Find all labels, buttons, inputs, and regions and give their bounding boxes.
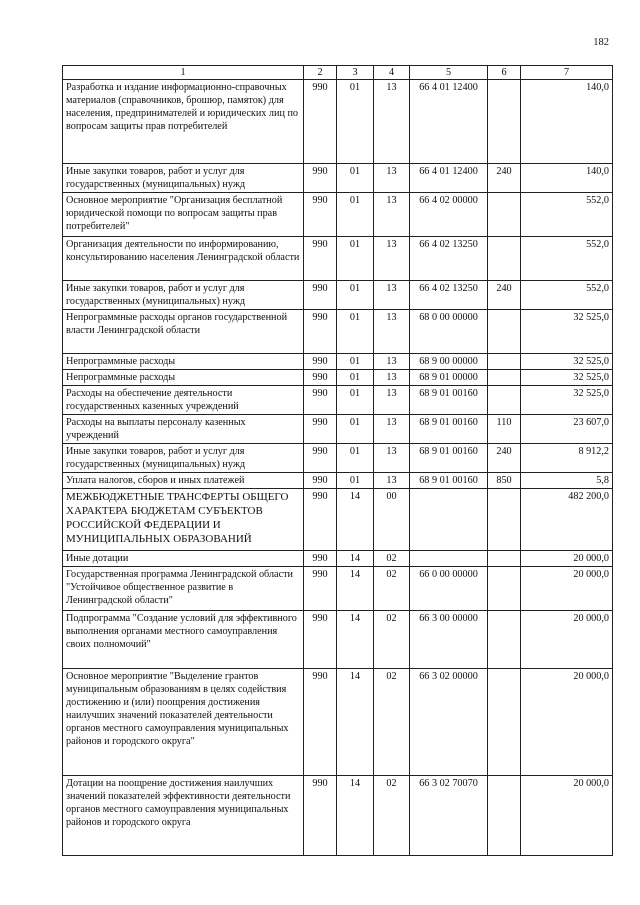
table-row	[63, 354, 613, 370]
row-expense-type	[488, 370, 521, 386]
row-section: 01	[337, 444, 374, 473]
table-row	[63, 370, 613, 386]
row-target-code: 66 4 02 13250	[410, 281, 488, 310]
row-amount: 32 525,0	[521, 354, 613, 370]
row-amount: 8 912,2	[521, 444, 613, 473]
row-target-code: 68 9 01 00160	[410, 444, 488, 473]
row-amount: 20 000,0	[521, 611, 613, 669]
row-subsection: 13	[374, 370, 410, 386]
row-subsection: 13	[374, 80, 410, 164]
row-section: 01	[337, 281, 374, 310]
row-name: Государственная программа Ленинградской области "Устойчивое общественное развитие в Ленинградской области"	[63, 567, 304, 611]
row-expense-type	[488, 489, 521, 551]
row-section: 01	[337, 354, 374, 370]
row-amount: 20 000,0	[521, 669, 613, 776]
row-name: Непрограммные расходы	[63, 354, 304, 370]
row-subsection: 02	[374, 551, 410, 567]
row-section: 14	[337, 669, 374, 776]
row-expense-type	[488, 193, 521, 237]
row-expense-type: 240	[488, 164, 521, 193]
row-section: 01	[337, 473, 374, 489]
row-target-code: 66 0 00 00000	[410, 567, 488, 611]
row-admin-code: 990	[304, 237, 337, 281]
row-target-code: 68 9 00 00000	[410, 354, 488, 370]
row-name: Дотации на поощрение достижения наилучших значений показателей эффективности деятельности органов местного самоуправления муниципальных районов и городского округа	[63, 776, 304, 856]
header-col-5: 5	[410, 66, 488, 80]
row-admin-code: 990	[304, 193, 337, 237]
header-col-3: 3	[337, 66, 374, 80]
table-row	[63, 776, 613, 856]
page-number: 182	[593, 37, 609, 48]
row-name: Иные закупки товаров, работ и услуг для государственных (муниципальных) нужд	[63, 164, 304, 193]
table-row	[63, 386, 613, 415]
row-admin-code: 990	[304, 444, 337, 473]
row-subsection: 13	[374, 164, 410, 193]
row-target-code: 66 3 02 70070	[410, 776, 488, 856]
row-section: 01	[337, 415, 374, 444]
row-expense-type: 110	[488, 415, 521, 444]
row-amount: 482 200,0	[521, 489, 613, 551]
row-name: Расходы на обеспечение деятельности государственных казенных учреждений	[63, 386, 304, 415]
row-amount: 20 000,0	[521, 567, 613, 611]
row-name: Основное мероприятие "Организация бесплатной юридической помощи по вопросам защиты прав потребителей"	[63, 193, 304, 237]
row-expense-type	[488, 80, 521, 164]
row-admin-code: 990	[304, 551, 337, 567]
row-expense-type	[488, 310, 521, 354]
row-section: 01	[337, 237, 374, 281]
header-col-6: 6	[488, 66, 521, 80]
row-name: Уплата налогов, сборов и иных платежей	[63, 473, 304, 489]
row-admin-code: 990	[304, 611, 337, 669]
row-target-code: 66 4 02 00000	[410, 193, 488, 237]
row-admin-code: 990	[304, 386, 337, 415]
row-amount: 32 525,0	[521, 310, 613, 354]
row-expense-type: 240	[488, 281, 521, 310]
table-row	[63, 80, 613, 164]
table-row	[63, 193, 613, 237]
table-row	[63, 310, 613, 354]
row-target-code: 66 3 00 00000	[410, 611, 488, 669]
header-col-2: 2	[304, 66, 337, 80]
row-admin-code: 990	[304, 80, 337, 164]
table-row	[63, 281, 613, 310]
row-section: 14	[337, 776, 374, 856]
row-expense-type: 240	[488, 444, 521, 473]
row-expense-type	[488, 237, 521, 281]
row-name: Организация деятельности по информированию, консультированию населения Ленинградской области	[63, 237, 304, 281]
row-amount: 552,0	[521, 281, 613, 310]
table-row	[63, 415, 613, 444]
row-section: 01	[337, 193, 374, 237]
header-col-7: 7	[521, 66, 613, 80]
row-admin-code: 990	[304, 567, 337, 611]
row-admin-code: 990	[304, 164, 337, 193]
row-subsection: 13	[374, 444, 410, 473]
row-admin-code: 990	[304, 310, 337, 354]
row-name: Непрограммные расходы	[63, 370, 304, 386]
row-target-code: 66 4 02 13250	[410, 237, 488, 281]
row-name: Иные дотации	[63, 551, 304, 567]
header-col-1: 1	[63, 66, 304, 80]
row-subsection: 00	[374, 489, 410, 551]
row-section: 01	[337, 386, 374, 415]
row-amount: 32 525,0	[521, 370, 613, 386]
row-subsection: 13	[374, 237, 410, 281]
table-row	[63, 237, 613, 281]
row-name: Основное мероприятие "Выделение грантов муниципальным образованиям в целях содействия достижению и (или) поощрения достижения наилучших значений показателей деятельности органов местного самоуправления муниципальных районов и городского округа"	[63, 669, 304, 776]
row-admin-code: 990	[304, 354, 337, 370]
row-name: Иные закупки товаров, работ и услуг для государственных (муниципальных) нужд	[63, 444, 304, 473]
table-row	[63, 567, 613, 611]
row-subsection: 13	[374, 281, 410, 310]
row-expense-type	[488, 551, 521, 567]
row-amount: 552,0	[521, 237, 613, 281]
row-subsection: 02	[374, 669, 410, 776]
row-target-code: 66 3 02 00000	[410, 669, 488, 776]
table-row	[63, 164, 613, 193]
row-name: МЕЖБЮДЖЕТНЫЕ ТРАНСФЕРТЫ ОБЩЕГО ХАРАКТЕРА БЮДЖЕТАМ СУБЪЕКТОВ РОССИЙСКОЙ ФЕДЕРАЦИИ И МУНИЦИПАЛЬНЫХ ОБРАЗОВАНИЙ	[63, 489, 304, 551]
row-amount: 5,8	[521, 473, 613, 489]
row-section: 01	[337, 370, 374, 386]
row-target-code: 68 9 01 00160	[410, 473, 488, 489]
budget-table	[62, 65, 613, 856]
row-amount: 32 525,0	[521, 386, 613, 415]
row-admin-code: 990	[304, 489, 337, 551]
row-target-code	[410, 551, 488, 567]
row-target-code: 68 0 00 00000	[410, 310, 488, 354]
row-amount: 23 607,0	[521, 415, 613, 444]
row-subsection: 13	[374, 386, 410, 415]
row-subsection: 13	[374, 415, 410, 444]
row-name: Расходы на выплаты персоналу казенных учреждений	[63, 415, 304, 444]
row-target-code: 68 9 01 00000	[410, 370, 488, 386]
row-target-code: 66 4 01 12400	[410, 164, 488, 193]
table-row	[63, 473, 613, 489]
row-expense-type	[488, 354, 521, 370]
row-expense-type	[488, 567, 521, 611]
row-subsection: 13	[374, 354, 410, 370]
row-target-code: 68 9 01 00160	[410, 386, 488, 415]
row-admin-code: 990	[304, 415, 337, 444]
row-section: 01	[337, 310, 374, 354]
row-admin-code: 990	[304, 776, 337, 856]
table-row	[63, 444, 613, 473]
table-header-row	[63, 66, 613, 80]
row-section: 14	[337, 489, 374, 551]
row-expense-type	[488, 386, 521, 415]
row-expense-type	[488, 669, 521, 776]
table-row	[63, 551, 613, 567]
row-subsection: 13	[374, 473, 410, 489]
row-amount: 140,0	[521, 80, 613, 164]
row-target-code: 68 9 01 00160	[410, 415, 488, 444]
row-admin-code: 990	[304, 281, 337, 310]
row-name: Иные закупки товаров, работ и услуг для государственных (муниципальных) нужд	[63, 281, 304, 310]
row-expense-type	[488, 776, 521, 856]
row-admin-code: 990	[304, 473, 337, 489]
row-target-code: 66 4 01 12400	[410, 80, 488, 164]
row-name: Подпрограмма "Создание условий для эффективного выполнения органами местного самоуправления своих полномочий"	[63, 611, 304, 669]
row-name: Непрограммные расходы органов государственной власти Ленинградской области	[63, 310, 304, 354]
row-section: 14	[337, 567, 374, 611]
row-expense-type: 850	[488, 473, 521, 489]
row-section: 01	[337, 80, 374, 164]
row-subsection: 13	[374, 193, 410, 237]
row-admin-code: 990	[304, 370, 337, 386]
row-subsection: 02	[374, 776, 410, 856]
table-row	[63, 611, 613, 669]
row-amount: 140,0	[521, 164, 613, 193]
row-amount: 20 000,0	[521, 551, 613, 567]
row-subsection: 02	[374, 611, 410, 669]
row-target-code	[410, 489, 488, 551]
table-row	[63, 669, 613, 776]
row-name: Разработка и издание информационно-справочных материалов (справочников, брошюр, памяток) для населения, предпринимателей и юридических лиц по вопросам защиты прав потребителей	[63, 80, 304, 164]
table-row	[63, 489, 613, 551]
row-subsection: 02	[374, 567, 410, 611]
row-expense-type	[488, 611, 521, 669]
row-section: 14	[337, 611, 374, 669]
row-section: 14	[337, 551, 374, 567]
header-col-4: 4	[374, 66, 410, 80]
row-subsection: 13	[374, 310, 410, 354]
row-admin-code: 990	[304, 669, 337, 776]
row-amount: 552,0	[521, 193, 613, 237]
row-amount: 20 000,0	[521, 776, 613, 856]
row-section: 01	[337, 164, 374, 193]
